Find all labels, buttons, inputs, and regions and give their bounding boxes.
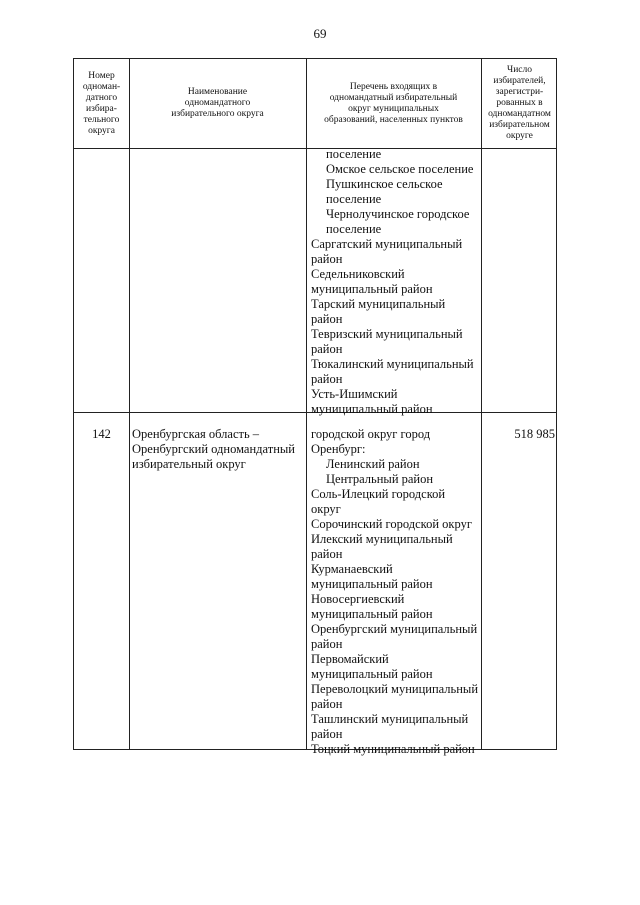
district-municipalities-list [311, 427, 478, 757]
list-item: Новосергиевский [311, 592, 405, 606]
page-number: 69 [313, 26, 327, 41]
list-item: Седельниковский [311, 267, 405, 281]
header-name-text: Наименование одномандатного избирательного округа [171, 87, 264, 119]
list-item: Пушкинское сельское [326, 177, 443, 191]
list-item: Тарский муниципальный [311, 297, 446, 311]
list-item: городской округ город [311, 427, 431, 441]
list-item: Тюкалинский муниципальный [311, 357, 474, 371]
header-list-text: Перечень входящих в одномандатный избирательный округ муниципальных образований, населенных пунктов [324, 81, 463, 125]
list-item: район [311, 637, 343, 651]
list-item: Тоцкий муниципальный район [311, 742, 475, 756]
column-divider [129, 59, 130, 749]
list-item: Оренбургский муниципальный [311, 622, 478, 636]
continued-municipalities-list [311, 147, 474, 417]
list-item: Тевризский муниципальный [311, 327, 463, 341]
header-list [306, 59, 481, 148]
district-number: 142 [92, 427, 111, 441]
list-item: Саргатский муниципальный [311, 237, 463, 251]
header-voters-text: Число избирателей, зарегистри- рованных в одномандатном избирательном округе [488, 65, 551, 141]
header-number [74, 59, 129, 148]
list-item: муниципальный район [311, 402, 433, 416]
header-name [129, 59, 306, 148]
list-item: поселение [326, 222, 382, 236]
list-item: Соль-Илецкий городской [311, 487, 446, 501]
list-item: муниципальный район [311, 667, 433, 681]
list-item: Илекский муниципальный [311, 532, 453, 546]
list-item: муниципальный район [311, 577, 433, 591]
list-item: Усть-Ишимский [311, 387, 398, 401]
list-item: район [311, 697, 343, 711]
list-item: район [311, 342, 343, 356]
list-item: Переволоцкий муниципальный [311, 682, 479, 696]
column-divider [481, 59, 482, 749]
list-item: муниципальный район [311, 607, 433, 621]
header-voters [481, 59, 558, 148]
list-item: Ленинский район [326, 457, 420, 471]
list-item: поселение [326, 147, 382, 161]
list-item: район [311, 252, 343, 266]
list-item: Сорочинский городской округ [311, 517, 472, 531]
list-item: Первомайский [311, 652, 389, 666]
districts-table [73, 58, 557, 756]
list-item: Оренбург: [311, 442, 366, 456]
column-divider [306, 59, 307, 749]
list-item: район [311, 547, 343, 561]
list-item: Курманаевский [311, 562, 393, 576]
list-item: Чернолучинское городское [326, 207, 470, 221]
list-item: муниципальный район [311, 282, 433, 296]
list-item: район [311, 727, 343, 741]
list-item: район [311, 312, 343, 326]
header-number-text: Номер одноман- датного избира- тельного округа [82, 70, 121, 136]
list-item: Центральный район [326, 472, 434, 486]
list-item: округ [311, 502, 341, 516]
district-voters: 518 985 [514, 427, 555, 441]
list-item: Ташлинский муниципальный [311, 712, 469, 726]
district-name: Оренбургская область – Оренбургский одномандатный избирательный округ [132, 427, 295, 471]
list-item: Омское сельское поселение [326, 162, 474, 176]
list-item: район [311, 372, 343, 386]
list-item: поселение [326, 192, 382, 206]
